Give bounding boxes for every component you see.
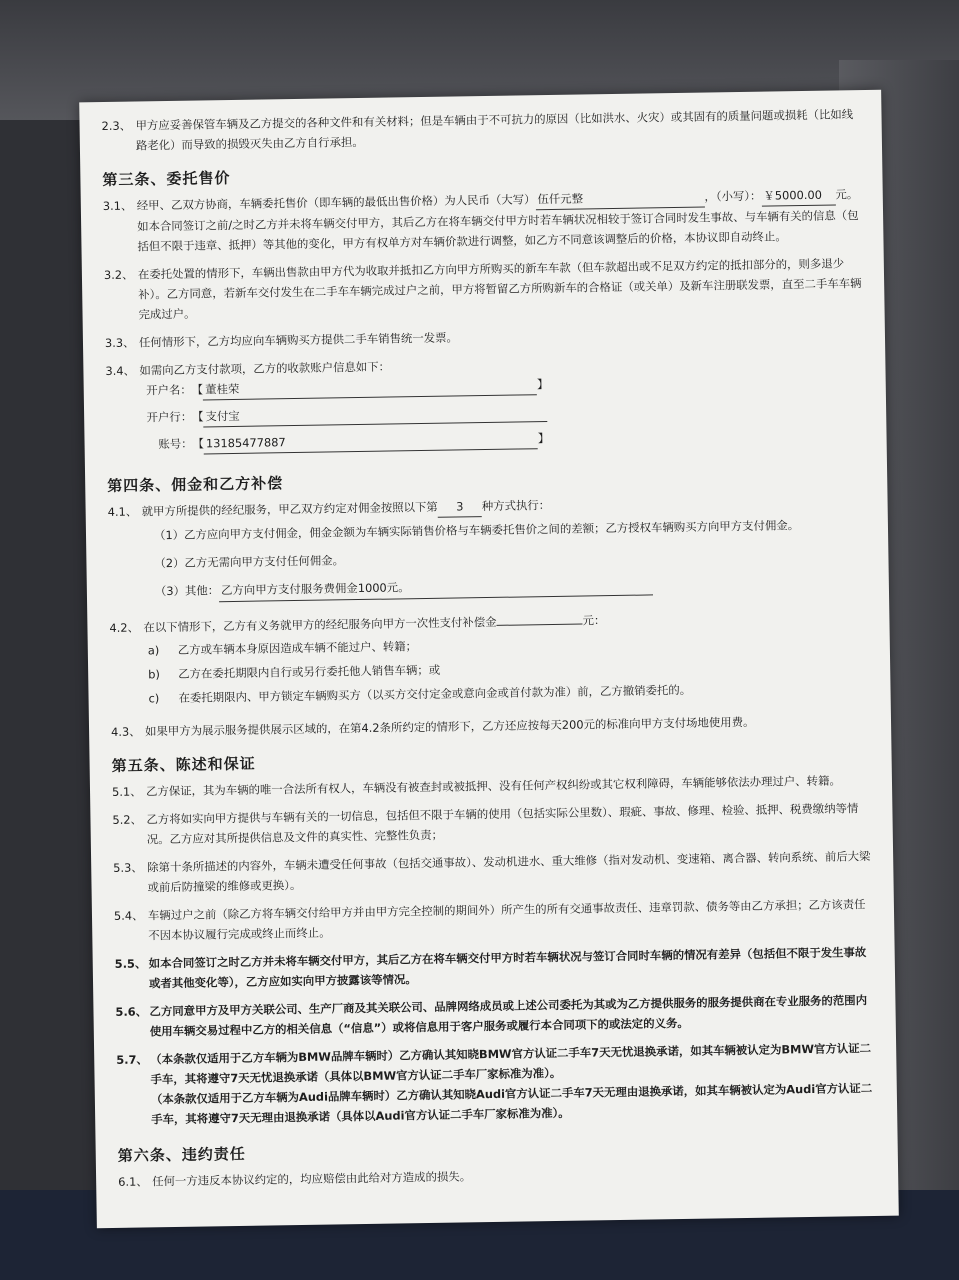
clause-5-2 [112, 798, 871, 850]
clause-number: 3.2、 [103, 267, 134, 283]
bank-field: 支付宝 [203, 401, 547, 427]
clause-text: 元。如本合同签订之前/之时乙方并未将车辆交付甲方，其后乙方在将车辆交付甲方时若车辆状况相较于签订合同时发生事故、与车辆有关的信息（包括但不限于违章、抵押）等其他的变化，甲方有权单方对车辆价款进行调整，如乙方不同意该调整后的价格，本协议即自动终止。 [137, 187, 859, 254]
contract-page [79, 90, 899, 1228]
clause-text: 任何一方违反本协议约定的，均应赔偿由此给对方造成的损失。 [152, 1169, 472, 1189]
clause-5-4 [114, 894, 873, 946]
contract-content [101, 104, 876, 1192]
clause-text: 如需向乙方支付款项，乙方的收款账户信息如下： [139, 359, 391, 378]
clause-2-3 [101, 104, 860, 156]
clause-text: 经甲、乙双方协商，车辆委托售价（即车辆的最低出售价格）为人民币（大写） [136, 192, 536, 213]
clause-number: 5.6、 [115, 1004, 148, 1019]
clause-number: 4.2、 [109, 620, 140, 635]
commission-option-2: （2）乙方无需向甲方支付任何佣金。 [154, 553, 345, 571]
clause-text: 乙方同意甲方及甲方关联公司、生产厂商及其关联公司、品牌网络成员或上述公司委托为其或为乙方提供服务的服务提供商在专业服务的范围内使用车辆交易过程中乙方的相关信息（“信息”）或将信息用于客户服务或履行本合同项下的或法定的义务。 [149, 993, 868, 1039]
account-number-row: 账号： 【 13185477887 】 [140, 423, 864, 455]
article-5-title: 第五条、陈述和保证 [111, 754, 256, 775]
bank-label: 开户行： [146, 409, 193, 425]
clause-text: 乙方将如实向甲方提供与车辆有关的一切信息，包括但不限于车辆的使用（包括实际公里数）、瑕疵、事故、修理、检验、抵押、税费缴纳等情况。乙方应对其所提供信息及文件的真实性、完整性负责； [146, 801, 859, 847]
clause-text: 如本合同签订之时乙方并未将车辆交付甲方，其后乙方在将车辆交付甲方时若车辆状况与签订合同时车辆的情况有差异（包括但不限于发生事故或者其他变化等），乙方应如实向甲方披露该等情况。 [148, 945, 867, 991]
price-in-figures-field: ￥5000.00 [761, 185, 835, 207]
compensation-amount-field [497, 624, 583, 626]
article-4-title: 第四条、佣金和乙方补偿 [107, 474, 284, 495]
clause-number: 4.3、 [110, 724, 141, 739]
clause-text: 甲方应妥善保管车辆及乙方提交的各种文件和有关材料；但是车辆由于不可抗力的原因（比如洪水、火灾）或其固有的质量问题或损耗（比如线路老化）而导致的损毁灭失由乙方自行承担。 [135, 107, 854, 153]
clause-text: 车辆过户之前（除乙方将车辆交付给甲方并由甲方完全控制的期间外）所产生的所有交通事故责任、违章罚款、债务等由乙方承担；乙方该责任不因本协议履行完成或终止而终止。 [147, 897, 866, 943]
clause-text: 就甲方所提供的经纪服务，甲乙双方约定对佣金按照以下第 [141, 499, 438, 519]
account-name-field: 董桂荣 [203, 374, 537, 400]
clause-5-6 [115, 990, 874, 1042]
clause-number: 3.1、 [102, 198, 133, 214]
commission-option-3: （3）其他： 乙方向甲方支付服务费佣金1000元。 [155, 569, 867, 603]
commission-option-1: （1）乙方应向甲方支付佣金，佣金金额为车辆实际销售价格与车辆委托售价之间的差额；乙方授权车辆购买方向甲方支付佣金。 [153, 518, 800, 543]
clause-text: 种方式执行： [481, 498, 551, 514]
clause-number: 6.1、 [118, 1174, 148, 1189]
account-name-row: 开户名： 【 董桂荣 】 [140, 369, 864, 401]
clause-text: 乙方保证，其为车辆的唯一合法所有权人，车辆没有被查封或被抵押、没有任何产权纠纷或其它权利障碍，车辆能够依法办理过户、转籍。 [145, 773, 841, 799]
clause-3-3 [105, 321, 863, 353]
clause-number: 5.4、 [113, 908, 144, 923]
clause-4-2-item-a: a) 乙方或车辆本身原因造成车辆不能过户、转籍； [147, 639, 418, 658]
article-6-title: 第六条、违约责任 [117, 1144, 246, 1165]
clause-number: 5.3、 [113, 860, 143, 875]
clause-number: 5.5、 [114, 956, 147, 971]
clause-number: 3.3、 [104, 335, 135, 350]
clause-text: 任何情形下，乙方均应向车辆购买方提供二手车销售统一发票。 [138, 330, 459, 350]
clause-3-1 [103, 184, 862, 257]
clause-number: 5.2、 [112, 812, 143, 827]
clause-text: 元： [582, 613, 606, 628]
commission-method-field: 3 [438, 496, 482, 518]
clause-number: 2.3、 [101, 118, 132, 134]
commission-other-field: 乙方向甲方支付服务费佣金1000元。 [219, 572, 653, 602]
clause-text-audi: （本条款仅适用于乙方车辆为Audi品牌车辆时）乙方确认其知晓Audi官方认证二手车7天无理由退换承诺，如其车辆被认定为Audi官方认证二手车，其将遵守7天无理由退换承诺（具体以Audi官方认证二手车厂家标准为准）。 [150, 1081, 873, 1127]
clause-5-3 [113, 846, 872, 898]
clause-number: 5.1、 [111, 784, 142, 799]
clause-5-5 [115, 942, 874, 994]
account-number-label: 账号： [158, 436, 193, 452]
account-name-label: 开户名： [146, 382, 192, 398]
clause-text: ，（小写）： [704, 188, 762, 204]
clause-5-7 [116, 1038, 875, 1130]
clause-text-bmw: （本条款仅适用于乙方车辆为BMW品牌车辆时）乙方确认其知晓BMW官方认证二手车7天无忧退换承诺，如其车辆被认定为BMW官方认证二手车，其将遵守7天无忧退换承诺（具体以BMW官方认证二手车厂家标准为准）。 [150, 1041, 872, 1087]
clause-3-2 [104, 253, 863, 325]
article-3-title: 第三条、委托售价 [102, 169, 231, 190]
clause-4-2-item-b: b) 乙方在委托期限内自行或另行委托他人销售车辆；或 [148, 662, 441, 682]
bank-row: 开户行： 【 支付宝 [140, 396, 864, 428]
clause-text: 在以下情形下，乙方有义务就甲方的经纪服务向甲方一次性支付补偿金 [143, 614, 497, 635]
clause-4-3 [111, 710, 869, 742]
clause-number: 3.4、 [105, 363, 136, 378]
clause-text: 如果甲方为展示服务提供展示区域的，在第4.2条所约定的情形下，乙方还应按每天200元的标准向甲方支付场地使用费。 [144, 714, 755, 739]
clause-text: 除第十条所描述的内容外，车辆未遭受任何事故（包括交通事故）、发动机进水、重大维修（指对发动机、变速箱、离合器、转向系统、前后大梁或前后防撞梁的维修或更换）。 [147, 849, 871, 895]
clause-text: 在委托处置的情形下，车辆出售款由甲方代为收取并抵扣乙方向甲方所购买的新车车款（但车款超出或不足双方约定的抵扣部分的，则多退少补）。乙方同意，若新车交付发生在二手车车辆完成过户之前，甲方将暂留乙方所购新车的合格证（或关单）及新车注册联发票，直至二手车车辆完成过户。 [137, 256, 862, 322]
clause-4-2-item-c: c) 在委托期限内、甲方锁定车辆购买方（以买方交付定金或意向金或首付款为准）前，乙方撤销委托的。 [148, 682, 692, 706]
clause-number: 4.1、 [107, 504, 138, 519]
clause-number: 5.7、 [116, 1052, 148, 1067]
price-in-words-field: 伍仟元整 [535, 187, 704, 211]
account-number-field: 13185477887 [204, 428, 538, 454]
